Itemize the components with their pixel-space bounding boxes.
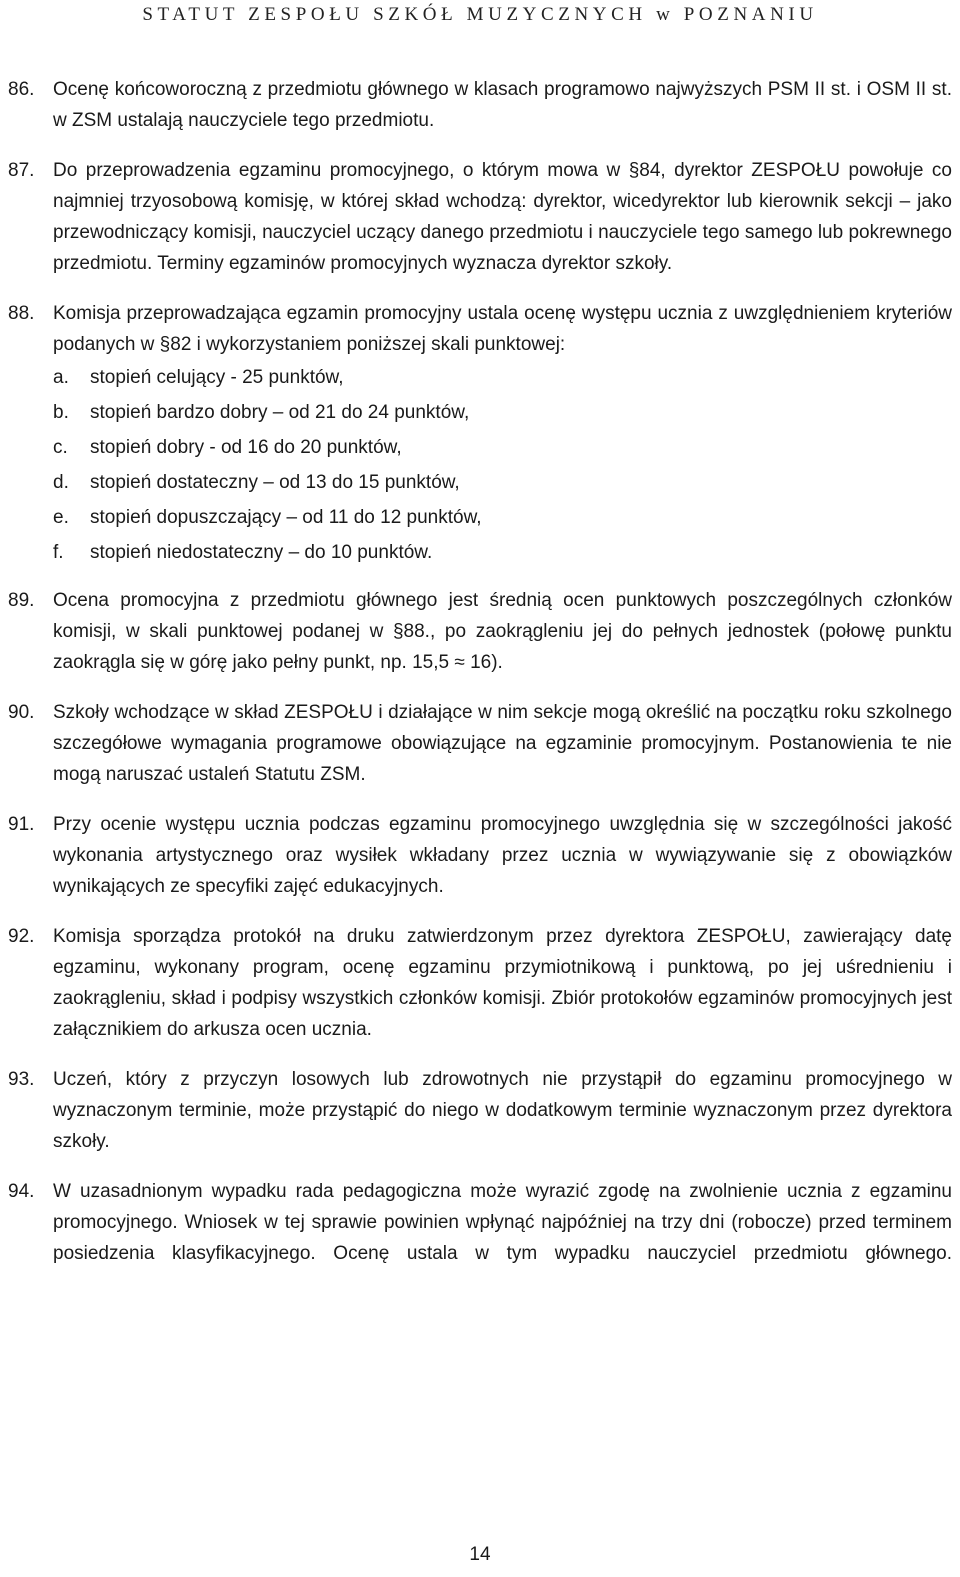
paragraph-text: Ocena promocyjna z przedmiotu głównego jest średnią ocen punktowych poszczególnych członków komisji, w skali punktowej podanej w §88., po zaokrągleniu jej do pełnych jednostek (połowę punktu zaokrągla się w górę jako pełny punkt, np. 15,5 ≈ 16). <box>53 590 952 673</box>
list-item-text: stopień dostateczny – od 13 do 15 punktów, <box>90 472 460 493</box>
paragraph-91 <box>8 809 952 902</box>
list-item-letter: a. <box>53 367 69 388</box>
paragraph-87 <box>8 155 952 279</box>
paragraph-86 <box>8 74 952 136</box>
paragraph-text: Komisja przeprowadzająca egzamin promocyjny ustala ocenę występu ucznia z uwzględnieniem kryteriów podanych w §82 i wykorzystaniem poniższej skali punktowej: <box>53 303 952 355</box>
list-item <box>53 395 952 430</box>
paragraph-text: Uczeń, który z przyczyn losowych lub zdrowotnych nie przystąpił do egzaminu promocyjnego w wyznaczonym terminie, może przystąpić do niego w dodatkowym terminie wyznaczonym przez dyrektora szkoły. <box>53 1069 952 1152</box>
list-item-letter: f. <box>53 542 64 563</box>
paragraph-text: Szkoły wchodzące w skład ZESPOŁU i działające w nim sekcje mogą określić na początku roku szkolnego szczegółowe wymagania programowe obowiązujące na egzaminie promocyjnym. Postanowienia te nie mogą naruszać ustaleń Statutu ZSM. <box>53 702 952 785</box>
paragraph-number: 92. <box>8 926 35 947</box>
list-item-text: stopień niedostateczny – do 10 punktów. <box>90 542 433 563</box>
paragraph-number: 88. <box>8 303 35 324</box>
page-number: 14 <box>469 1544 491 1565</box>
list-item-letter: b. <box>53 402 69 423</box>
paragraph-92 <box>8 921 952 1045</box>
document-body <box>0 74 960 1288</box>
paragraph-90 <box>8 697 952 790</box>
paragraph-text: Komisja sporządza protokół na druku zatwierdzonym przez dyrektora ZESPOŁU, zawierający datę egzaminu, wykonany program, ocenę egzaminu przymiotnikową i punktową, po jej uśrednieniu i zaokrągleniu, skład i podpisy wszystkich członków komisji. Zbiór protokołów egzaminów promocyjnych jest załącznikiem do arkusza ocen ucznia. <box>53 926 952 1040</box>
running-header: STATUT ZESPOŁU SZKÓŁ MUZYCZNYCH w POZNANIU <box>142 4 818 25</box>
list-item-letter: e. <box>53 507 69 528</box>
grading-scale-list <box>53 360 952 570</box>
list-item <box>53 465 952 500</box>
list-item <box>53 535 952 570</box>
paragraph-89 <box>8 585 952 678</box>
list-item <box>53 360 952 395</box>
paragraph-text: Przy ocenie występu ucznia podczas egzaminu promocyjnego uwzględnia się w szczególności jakość wykonania artystycznego oraz wysiłek wkładany przez ucznia w wywiązywanie się z obowiązków wynikających ze specyfiki zajęć edukacyjnych. <box>53 814 952 897</box>
paragraph-number: 89. <box>8 590 35 611</box>
list-item <box>53 500 952 535</box>
paragraph-number: 93. <box>8 1069 35 1090</box>
list-item <box>53 430 952 465</box>
paragraph-number: 94. <box>8 1181 35 1202</box>
paragraph-text: Ocenę końcoworoczną z przedmiotu głównego w klasach programowo najwyższych PSM II st. i OSM II st. w ZSM ustalają nauczyciele tego przedmiotu. <box>53 79 952 131</box>
list-item-text: stopień celujący - 25 punktów, <box>90 367 344 388</box>
paragraph-88 <box>8 298 952 570</box>
paragraph-number: 86. <box>8 79 35 100</box>
paragraph-93 <box>8 1064 952 1157</box>
paragraph-number: 87. <box>8 160 35 181</box>
paragraph-text: W uzasadnionym wypadku rada pedagogiczna może wyrazić zgodę na zwolnienie ucznia z egzaminu promocyjnego. Wniosek w tej sprawie powinien wpłynąć najpóźniej na trzy dni (robocze) przed terminem posiedzenia klasyfikacyjnego. Ocenę ustala w tym wypadku nauczyciel przedmiotu głównego. <box>53 1181 952 1264</box>
list-item-letter: d. <box>53 472 69 493</box>
paragraph-number: 90. <box>8 702 35 723</box>
paragraph-94 <box>8 1176 952 1269</box>
list-item-letter: c. <box>53 437 68 458</box>
list-item-text: stopień bardzo dobry – od 21 do 24 punktów, <box>90 402 470 423</box>
paragraph-number: 91. <box>8 814 35 835</box>
list-item-text: stopień dobry - od 16 do 20 punktów, <box>90 437 402 458</box>
list-item-text: stopień dopuszczający – od 11 do 12 punktów, <box>90 507 482 528</box>
paragraph-text: Do przeprowadzenia egzaminu promocyjnego, o którym mowa w §84, dyrektor ZESPOŁU powołuje co najmniej trzyosobową komisję, w której skład wchodzą: dyrektor, wicedyrektor lub kierownik sekcji – jako przewodniczący komisji, nauczyciel uczący danego przedmiotu i nauczyciele tego samego lub pokrewnego przedmiotu. Terminy egzaminów promocyjnych wyznacza dyrektor szkoły. <box>53 160 952 274</box>
